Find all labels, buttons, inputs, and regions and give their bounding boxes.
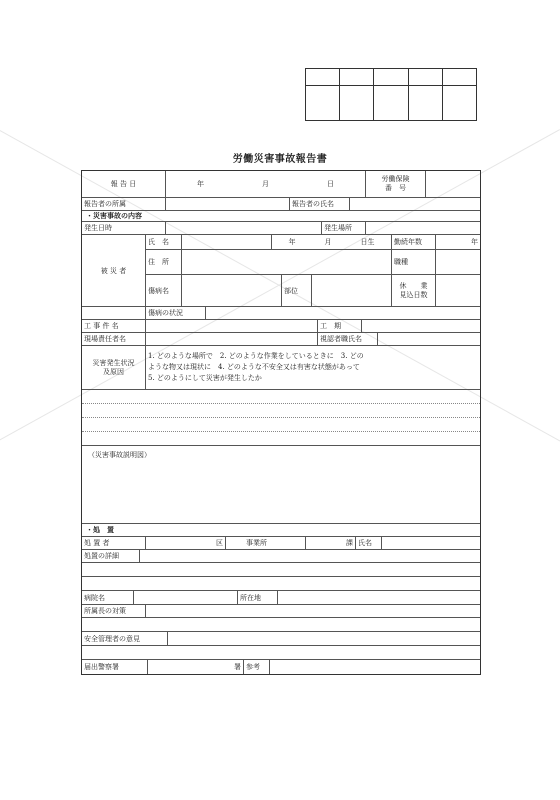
year-label: 年 [197,180,204,188]
insurance-number-label: 労働保険 番 号 [366,171,426,197]
reporter-dept-label: 報告者の所属 [82,198,166,210]
section-treatment-title: ・処 置 [82,524,480,537]
years-service-label: 勤続年数 [392,235,436,249]
victim-name-row [146,235,480,250]
cause-line[interactable] [82,418,480,432]
dept-head-field[interactable] [146,605,480,617]
day-label: 日 [327,180,334,188]
fullname-field[interactable] [382,537,480,549]
dept-head-label: 所属長の対策 [82,605,146,617]
approval-stamp-grid [305,68,477,121]
birthdate-field[interactable]: 年 月 日生 [272,235,392,249]
details-line[interactable] [82,563,480,577]
job-type-field[interactable] [436,250,480,275]
occur-place-label: 発生場所 [322,222,366,234]
fullname-label: 氏名 [356,537,382,549]
notes-label: 参考 [244,660,270,674]
cause-line[interactable] [82,432,480,446]
victim-address-row [146,250,480,276]
safety-opinion-label: 安全管理者の意見 [82,632,168,645]
witness-label: 視認者職氏名 [318,333,378,345]
diagram-label: （災害事故説明図） [88,451,151,459]
leave-days-label: 休 業 見込日数 [392,275,436,306]
document-title: 労働災害事故報告書 [232,154,328,165]
reporter-dept-field[interactable] [166,198,290,210]
reporter-name-field[interactable] [350,198,480,210]
injury-status-row [82,307,480,320]
site-manager-field[interactable] [146,333,318,345]
insurance-number-field[interactable] [426,171,480,197]
victim-injury-row [146,275,480,306]
office-field[interactable]: 事業所 [226,537,306,549]
report-date-row [82,171,480,198]
location-label: 所在地 [238,591,278,604]
division-field[interactable]: 課 [306,537,356,549]
name-label: 氏 名 [146,235,182,249]
job-type-label: 職種 [392,250,436,275]
section-accident-title: ・災害事故の内容 [82,211,480,222]
injury-status-field[interactable] [206,307,480,319]
dept-head-row [82,605,480,618]
cause-row [82,346,480,390]
reporter-row [82,198,480,211]
accident-diagram-area[interactable] [82,446,480,524]
site-manager-row [82,333,480,346]
hospital-label: 病院名 [82,591,134,604]
report-form [81,170,481,675]
injury-name-field[interactable] [182,275,282,306]
report-date-label: 報 告 日 [82,171,166,197]
injury-status-spacer [82,307,146,319]
police-field[interactable]: 署 [148,660,244,674]
address-label: 住 所 [146,250,182,275]
report-date-field[interactable] [166,171,366,197]
address-field[interactable] [182,250,392,275]
work-name-field[interactable] [146,320,318,332]
injury-name-label: 傷病名 [146,275,182,306]
cause-line[interactable] [82,404,480,418]
details-label: 処置の詳細 [82,550,140,562]
hospital-field[interactable] [134,591,238,604]
details-row [82,550,480,563]
police-row [82,660,480,674]
location-field[interactable] [278,591,480,604]
reporter-name-label: 報告者の氏名 [290,198,350,210]
body-part-field[interactable] [312,275,392,306]
safety-opinion-line[interactable] [82,646,480,660]
work-name-row [82,320,480,333]
body-part-label: 部位 [282,275,312,306]
hospital-row [82,591,480,605]
period-label: 工 期 [318,320,362,332]
victim-block [82,235,480,307]
injury-status-label: 傷病の状況 [146,307,206,319]
victim-details [146,235,480,306]
years-service-field[interactable]: 年 [471,237,478,246]
cause-line[interactable] [82,390,480,404]
victim-label: 被 災 者 [82,235,146,306]
occurrence-row [82,222,480,235]
work-name-label: 工 事 件 名 [82,320,146,332]
period-field[interactable] [362,320,480,332]
leave-days-field[interactable] [436,275,480,306]
notes-field[interactable] [270,660,480,674]
name-field[interactable] [182,235,272,249]
ward-field[interactable]: 区 [146,537,226,549]
details-field[interactable] [140,550,480,562]
occur-datetime-label: 発生日時 [82,222,166,234]
cause-label: 災害発生状況 及原因 [82,346,146,389]
safety-opinion-row [82,632,480,646]
details-line[interactable] [82,577,480,591]
witness-field[interactable] [378,333,480,345]
occur-datetime-field[interactable] [166,222,322,234]
dept-head-line[interactable] [82,618,480,632]
handler-row [82,537,480,550]
month-label: 月 [262,180,269,188]
handler-label: 処 置 者 [82,537,146,549]
police-label: 届出警察署 [82,660,148,674]
safety-opinion-field[interactable] [168,632,480,645]
occur-place-field[interactable] [366,222,480,234]
cause-instructions[interactable]: 1. どのような場所で 2. どのような作業をしているときに 3. どの ような物又は現状に 4. どのような不安全又は有害な状態があって 5. どのようにして災害が発生したか [148,352,364,382]
site-manager-label: 現場責任者名 [82,333,146,345]
